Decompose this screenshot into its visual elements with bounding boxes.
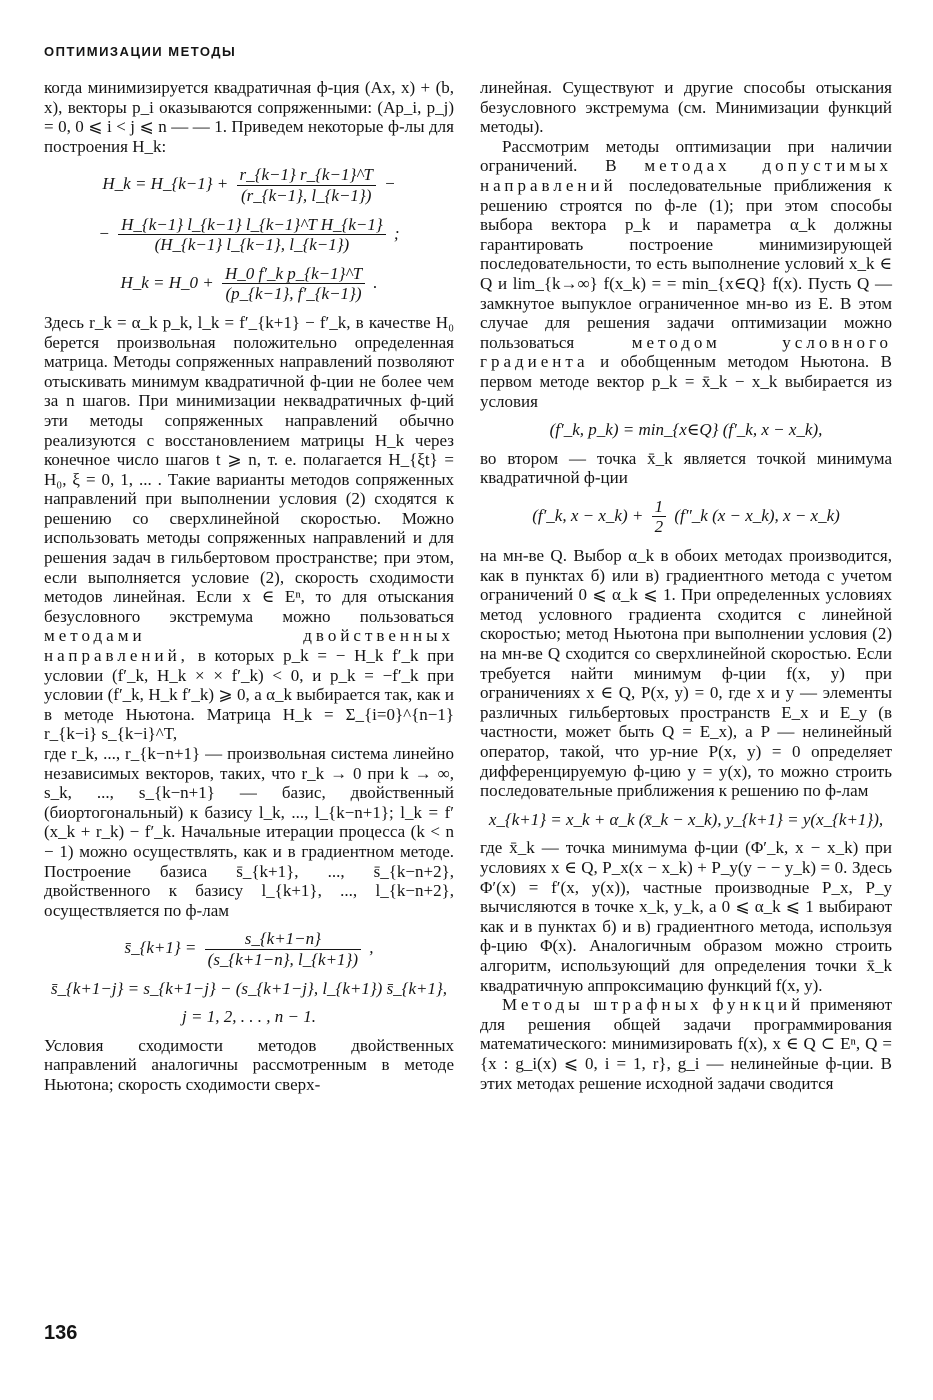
formula-lhs: H_k = H_{k−1} + [102,174,229,194]
formula-tail: , [369,938,374,958]
right-paragraph-2 [480,137,892,411]
fraction-denominator: (r_{k−1}, l_{k−1}) [241,185,372,205]
formula-index-range: j = 1, 2, . . . , n − 1. [182,1007,316,1027]
formula-s-recursion: s̄_{k+1−j} = s_{k+1−j} − (s_{k+1−j}, l_{k+1}) s̄_{k+1}, [50,978,448,998]
fraction-denominator: 2 [654,517,664,537]
fraction [205,929,361,969]
paragraph-text: применяют для решения общей задачи программирования математического: минимизировать f(x), x ∈ Q ⊂ Eⁿ, Q = {x : g_i(x) ⩽ 0, i = 1, r}, g_i — нелинейные ф-ции. В этих методах решение исходной задачи сводится [480,995,892,1093]
spaced-term: Методы штрафных функций [502,995,805,1015]
fraction-denominator: (p_{k−1}, f′_{k−1}) [225,284,362,304]
spaced-term: методах допустимых направлений [480,156,892,195]
formula-hk-3 [44,264,454,304]
right-column [480,78,892,1093]
paragraph-text: и обобщенным методом Ньютона. В первом методе вектор p_k = x̄_k − x_k выбирается из условия [480,352,893,411]
formula-hk-2 [44,215,454,255]
paragraph-text: в которых p_k = − H_k f′_k при условии (f′_k, H_k × × f′_k) < 0, и p_k = −f′_k при условии (f′_k, H_k f′_k) ⩾ 0, а α_k выбирается так, как и в методе Ньютона. Матрица H_k = Σ_{i=0}^{n−1} r_{k−i} s_{k−i}^T, [44,646,454,744]
fraction-numerator: 1 [652,497,667,518]
fraction-numerator: H_0 f′_k p_{k−1}^T [222,264,365,285]
right-paragraph-4: на мн-ве Q. Выбор α_k в обоих методах производится, как в пунктах б) или в) градиентного метода с учетом ограничений 0 ⩽ α_k ⩽ 1. При определенных условиях метод условного градиента сходится с линейной скоростью; метод Ньютона при выполнении условия (2) на мн-ве Q сходится со сверхлинейной скоростью. Если требуется найти минимум ф-ции f(x, y) при ограничениях x ∈ Q, P(x, y) = 0, где x и y — элементы различных гильбертовых пространств E_x и E_y (в частности, может быть Q = E_x), а P — нелинейный оператор, такой, что ур-ние P(x, y) = 0 определяет дифференцируемую ф-цию y = y(x), то можно строить последовательные приближения к решению по ф-лам [480,546,892,801]
page-number: 136 [44,1322,78,1344]
fraction-numerator: s_{k+1−n} [205,929,361,950]
spaced-term: методами двойственных направлений, [44,626,454,666]
fraction [118,215,386,255]
formula-part: (f′_k, x − x_k) + [532,505,644,525]
fraction [652,497,667,537]
right-paragraph-3: во втором — точка x̄_k является точкой минимума квадратичной ф-ции [480,448,892,488]
fraction-denominator: (H_{k−1} l_{k−1}, l_{k−1}) [154,235,350,255]
left-paragraph-2 [44,313,454,744]
fraction-denominator: (s_{k+1−n}, l_{k+1}) [207,949,359,969]
right-paragraph-5: где x̄_k — точка минимума ф-ции (Φ′_k, x − x_k) при условиях x ∈ Q, P_x(x − x_k) + P_y(y − − y_k) = 0. Здесь Φ′(x) = f′(x, y(x)), частные производные P_x, P_y вычисляются в точке x_k, y_k, а 0 ⩽ α_k ⩽ 1 выбирают как и в пунктах б) и в) градиентного метода, используя ф-цию Φ(x). Аналогичным образом можно строить алгоритм, использующий для определения точки x̄_k квадратичную аппроксимацию функций f(x, y). [480,838,892,995]
right-paragraph-1: линейная. Существуют и другие способы отыскания безусловного экстремума (см. Минимизации функций методы). [480,78,892,137]
formula-tail: . [373,272,378,292]
left-paragraph-4: Условия сходимости методов двойственных направлений аналогичны рассмотренным в методе Ньютона; скорость сходимости сверх- [44,1035,454,1094]
paragraph-text: Здесь r_k = α_k p_k, l_k = f′_{k+1} − f′_k, в качестве H₀ берется произвольная положительно определенная матрица. Методы сопряженных направлений позволяют отыскивать минимум квадратичной ф-ции не более чем за n шагов. При минимизации неквадратичных ф-ций эти методы сопряженных направлений обычно реализуются с восстановлением матрицы H_k через конечное число шагов t ⩾ n, т. е. полагается H_{ξt} = H₀, ξ = 0, 1, ... . Такие варианты методов сопряженных направлений при выполнении условия (2) сходятся к решению со сверхлинейной скоростью. Можно использовать методы сопряженных направлений и для решения задач в гильбертовом пространстве; при этом, если выполняется условие (2), скорость сходимости методов линейная. Если x ∈ Eⁿ, то для отыскания безусловного экстремума можно пользоваться [44,312,454,626]
formula-conditional-gradient: (f′_k, p_k) = min_{x∈Q} (f′_k, x − x_k), [549,420,823,440]
spaced-term: методом условного градиента [480,332,892,372]
fraction-numerator: H_{k−1} l_{k−1} l_{k−1}^T H_{k−1} [118,215,386,236]
left-column [44,78,454,1095]
formula-tail: − [384,174,396,194]
running-header: ОПТИМИЗАЦИИ МЕТОДЫ [44,44,237,59]
formula-lhs: H_k = H_0 + [120,272,214,292]
formula-quadratic [480,497,892,537]
formula-iteration: x_{k+1} = x_k + α_k (x̄_k − x_k), y_{k+1} = y(x_{k+1}), [488,809,884,829]
paragraph-text: последовательные приближения к решению строятся по ф-ле (1); при этом способы выбора вектора p_k и параметра α_k должны гарантировать построение минимизирующей последовательности, то есть выполнение условий x_k ∈ Q и lim_{k→∞} f(x_k) = = min_{x∈Q} f(x). Пусть Q — замкнутое выпуклое ограниченное мн-во из E. В этом случае для решения задачи оптимизации можно пользоваться [480,175,892,352]
fraction [237,165,376,205]
formula-hk-1 [44,165,454,205]
left-paragraph-1: когда минимизируется квадратичная ф-ция (Ax, x) + (b, x), векторы p_i оказываются сопряженными: (Ap_i, p_j) = 0, 0 ⩽ i < j ⩽ n — — 1. Приведем некоторые ф-лы для построения H_k: [44,78,454,156]
formula-lhs: s̄_{k+1} = [124,938,197,958]
formula-lhs: − [98,223,110,243]
formula-part: (f″_k (x − x_k), x − x_k) [674,505,840,525]
formula-s-bar [44,929,454,969]
right-paragraph-6 [480,995,892,1093]
paragraph-text: Рассмотрим методы оптимизации при наличии ограничений. В [480,136,892,176]
fraction-numerator: r_{k−1} r_{k−1}^T [237,165,376,186]
formula-tail: ; [393,223,400,243]
left-paragraph-3: где r_k, ..., r_{k−n+1} — произвольная система линейно независимых векторов, таких, что r_k → 0 при k → ∞, s_k, ..., s_{k−n+1} — базис, двойственный (биортогональный) к базису l_k, ..., l_{k−n+1}; l_k = f′(x_k + r_k) − f′_k. Начальные итерации процесса (k < n − 1) можно осуществлять, как и в градиентном методе. Построение базиса s̄_{k+1}, ..., s̄_{k−n+2}, двойственного к базису l_{k+1}, ..., l_{k−n+2}, осуществляется по ф-лам [44,744,454,920]
fraction [222,264,365,304]
